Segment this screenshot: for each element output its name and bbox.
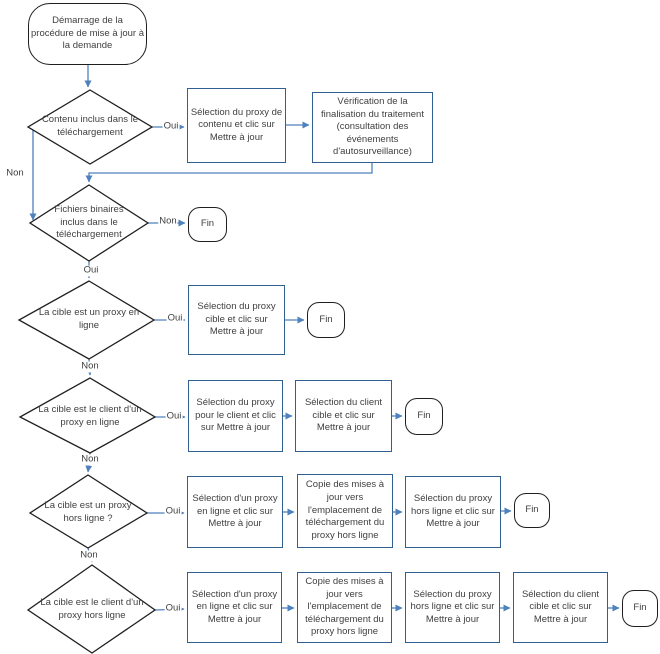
label-non-d3: Non xyxy=(81,360,99,372)
end-terminator-2: Fin xyxy=(307,302,345,338)
process-selection-client-cible-2: Sélection du client cible et clic sur Mettre à jour xyxy=(513,572,608,643)
process-selection-proxy-cible: Sélection du proxy cible et clic sur Mettre à jour xyxy=(188,285,285,355)
process-selection-proxy-hors-ligne-1: Sélection du proxy hors ligne et clic sur Mettre à jour xyxy=(405,476,501,548)
label-oui-d5: Oui xyxy=(165,505,181,517)
decision-cible-proxy-hors-ligne: La cible est un proxy hors ligne ? xyxy=(44,500,132,524)
process-copie-mises-a-jour-1: Copie des mises à jour vers l'emplacement de téléchargement du proxy hors ligne xyxy=(297,474,393,548)
label-oui-d4: Oui xyxy=(166,410,182,422)
process-selection-client-cible-1: Sélection du client cible et clic sur Mettre à jour xyxy=(295,380,392,452)
end-terminator-1: Fin xyxy=(188,207,227,242)
process-verification-finalisation: Vérification de la finalisation du traitement (consultation des événements d'autosurveillance) xyxy=(312,92,433,163)
decision-fichiers-binaires: Fichiers binaires inclus dans le téléchargement xyxy=(54,204,124,241)
label-oui-d6: Oui xyxy=(165,602,181,614)
label-oui-d1: Oui xyxy=(163,120,179,132)
end-terminator-4: Fin xyxy=(514,493,550,528)
process-selection-proxy-en-ligne-2: Sélection d'un proxy en ligne et clic sur Mettre à jour xyxy=(187,572,282,643)
label-non-d1: Non xyxy=(6,167,24,179)
process-copie-mises-a-jour-2: Copie des mises à jour vers l'emplacement de téléchargement du proxy hors ligne xyxy=(297,572,392,643)
decision-contenu-inclus: Contenu inclus dans le téléchargement xyxy=(41,114,139,138)
process-selection-proxy-pour-client: Sélection du proxy pour le client et clic sur Mettre à jour xyxy=(188,380,283,452)
edge-d1-non-to-d2 xyxy=(28,127,33,220)
label-oui-d3: Oui xyxy=(167,312,183,324)
end-terminator-3: Fin xyxy=(405,398,443,435)
decision-cible-proxy-en-ligne: La cible est un proxy en ligne xyxy=(38,307,140,331)
label-non-d5: Non xyxy=(80,549,98,561)
start-terminator: Démarrage de la procédure de mise à jour à la demande xyxy=(28,3,147,65)
process-selection-proxy-hors-ligne-2: Sélection du proxy hors ligne et clic sur Mettre à jour xyxy=(405,572,500,643)
edge-boxB-feedback-to-d2 xyxy=(89,163,372,182)
decision-cible-client-proxy-en-ligne: La cible est le client d'un proxy en ligne xyxy=(38,404,142,428)
decision-cible-client-proxy-hors-ligne: La cible est le client d'un proxy hors ligne xyxy=(40,597,144,621)
label-oui-d2: Oui xyxy=(83,264,99,276)
label-non-d2: Non xyxy=(159,215,177,227)
label-non-d4: Non xyxy=(81,453,99,465)
end-terminator-5: Fin xyxy=(622,590,658,627)
process-selection-proxy-en-ligne-1: Sélection d'un proxy en ligne et clic sur Mettre à jour xyxy=(187,476,283,548)
process-selection-proxy-contenu: Sélection du proxy de contenu et clic sur Mettre à jour xyxy=(187,88,286,163)
